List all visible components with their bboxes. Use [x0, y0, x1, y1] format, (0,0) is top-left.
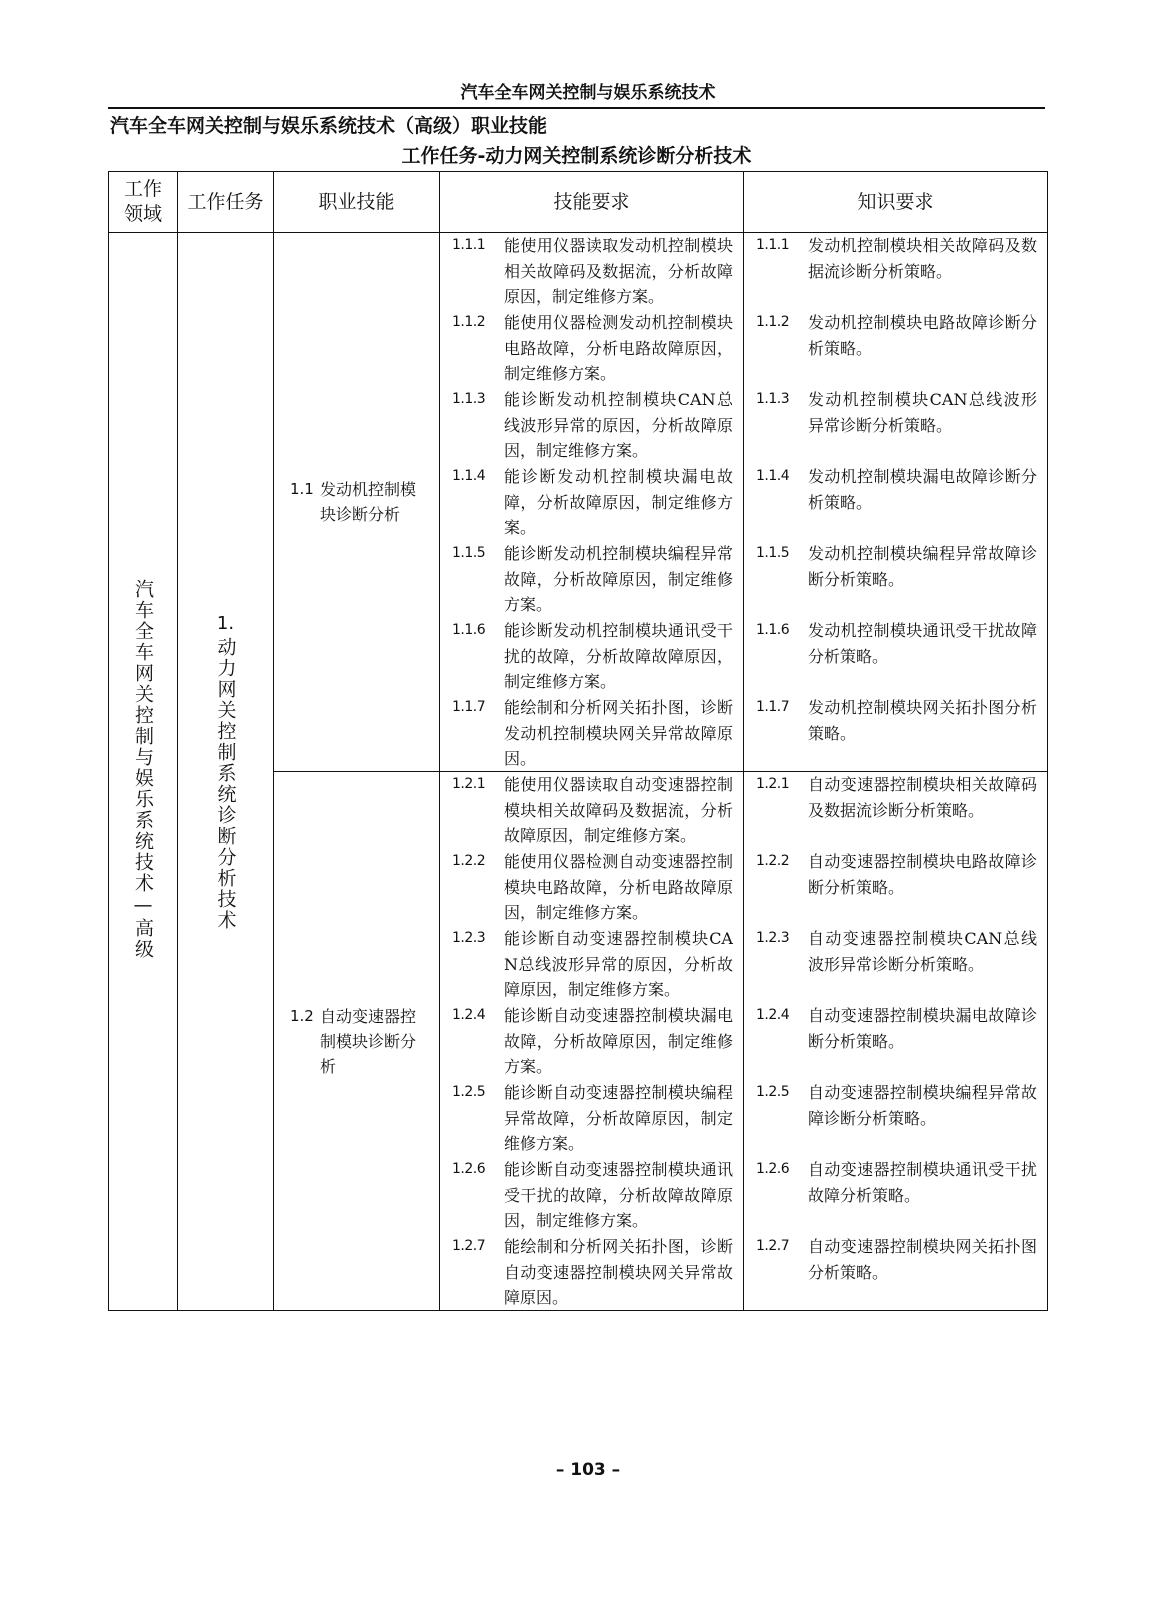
req-text: 自动变速器控制模块相关故障码及数据流诊断分析策略。 — [808, 775, 1037, 820]
document-title: 汽车全车网关控制与娱乐系统技术（高级）职业技能 — [110, 115, 548, 137]
req-text: 自动变速器控制模块电路故障诊断分析策略。 — [808, 852, 1037, 897]
req-text: 发动机控制模块CAN总线波形异常诊断分析策略。 — [808, 390, 1037, 435]
skill-cell-1-2 — [274, 772, 440, 1311]
req-number: 1.2.2 — [452, 853, 486, 869]
req-text: 能使用仪器检测自动变速器控制模块电路故障，分析电路故障原因，制定维修方案。 — [504, 852, 733, 922]
req-number: 1.2.5 — [756, 1084, 790, 1100]
req-text: 能诊断发动机控制模块通讯受干扰的故障，分析故障故障原因，制定维修方案。 — [504, 621, 733, 691]
list-item — [744, 1234, 1047, 1310]
req-text: 发动机控制模块电路故障诊断分析策略。 — [808, 313, 1037, 358]
req-text: 发动机控制模块编程异常故障诊断分析策略。 — [808, 544, 1037, 589]
header-domain — [109, 172, 178, 233]
running-header: 汽车全车网关控制与娱乐系统技术 — [460, 83, 716, 103]
req-number: 1.2.7 — [452, 1238, 486, 1254]
skill-requirements-cell-1-2 — [440, 772, 744, 1311]
req-text: 能诊断发动机控制模块编程异常故障，分析故障原因，制定维修方案。 — [504, 544, 733, 614]
skill-requirements-cell-1-1 — [440, 233, 744, 772]
req-number: 1.1.7 — [756, 699, 790, 715]
req-text: 能诊断自动变速器控制模块通讯受干扰的故障，分析故障故障原因，制定维修方案。 — [504, 1160, 733, 1230]
skill-cell-1-1 — [274, 233, 440, 772]
req-number: 1.2.6 — [756, 1161, 790, 1177]
list-item — [744, 1157, 1047, 1234]
list-item — [440, 849, 743, 926]
req-text: 能绘制和分析网关拓扑图，诊断发动机控制模块网关异常故障原因。 — [504, 698, 733, 768]
list-item — [440, 1157, 743, 1234]
req-number: 1.2.4 — [756, 1007, 790, 1023]
req-number: 1.1.2 — [452, 314, 486, 330]
list-item — [744, 387, 1047, 464]
list-item — [440, 695, 743, 771]
task-cell — [178, 233, 274, 1311]
list-item — [744, 1003, 1047, 1080]
list-item — [440, 464, 743, 541]
req-text: 能诊断发动机控制模块漏电故障，分析故障原因，制定维修方案。 — [504, 467, 733, 537]
req-text: 自动变速器控制模块网关拓扑图分析策略。 — [808, 1237, 1037, 1282]
req-number: 1.2.7 — [756, 1238, 790, 1254]
skill-name: 自动变速器控制模块诊断分析 — [320, 1006, 417, 1076]
req-number: 1.1.7 — [452, 699, 486, 715]
req-number: 1.1.3 — [756, 391, 790, 407]
list-item — [440, 541, 743, 618]
req-number: 1.1.4 — [452, 468, 486, 484]
header-knowledge-requirements: 知识要求 — [744, 172, 1048, 233]
req-number: 1.1.5 — [452, 545, 486, 561]
list-item — [440, 1080, 743, 1157]
req-text: 自动变速器控制模块漏电故障诊断分析策略。 — [808, 1006, 1037, 1051]
domain-text: 汽车全车网关控制与娱乐系统技术—高级 — [132, 579, 154, 960]
req-number: 1.1.2 — [756, 314, 790, 330]
task-text: 动力网关控制系统诊断分析技术 — [214, 636, 237, 931]
req-text: 自动变速器控制模块通讯受干扰故障分析策略。 — [808, 1160, 1037, 1205]
header-domain-label: 工作领域 — [123, 178, 162, 225]
skills-table — [108, 171, 1048, 1311]
header-rule — [108, 107, 1045, 109]
req-text: 能使用仪器检测发动机控制模块电路故障，分析电路故障原因，制定维修方案。 — [504, 313, 733, 383]
list-item — [744, 849, 1047, 926]
req-text: 自动变速器控制模块编程异常故障诊断分析策略。 — [808, 1083, 1037, 1128]
header-skill: 职业技能 — [274, 172, 440, 233]
list-item — [440, 926, 743, 1003]
task-title: 工作任务-动力网关控制系统诊断分析技术 — [401, 145, 752, 167]
req-number: 1.1.5 — [756, 545, 790, 561]
list-item — [440, 233, 743, 310]
req-text: 发动机控制模块相关故障码及数据流诊断分析策略。 — [808, 236, 1037, 281]
req-number: 1.2.1 — [452, 776, 486, 792]
list-item — [744, 695, 1047, 771]
req-text: 能诊断自动变速器控制模块编程异常故障，分析故障原因，制定维修方案。 — [504, 1083, 733, 1153]
req-number: 1.1.1 — [756, 237, 790, 253]
req-number: 1.2.3 — [452, 930, 486, 946]
req-text: 发动机控制模块漏电故障诊断分析策略。 — [808, 467, 1037, 512]
list-item — [744, 233, 1047, 310]
list-item — [744, 464, 1047, 541]
list-item — [440, 1003, 743, 1080]
list-item — [744, 772, 1047, 849]
req-number: 1.2.5 — [452, 1084, 486, 1100]
req-number: 1.2.1 — [756, 776, 790, 792]
knowledge-requirements-cell-1-1 — [744, 233, 1048, 772]
page-number: – 103 – — [555, 1460, 621, 1480]
req-number: 1.1.6 — [452, 622, 486, 638]
req-text: 自动变速器控制模块CAN总线波形异常诊断分析策略。 — [808, 929, 1037, 974]
req-number: 1.1.1 — [452, 237, 486, 253]
req-text: 能诊断自动变速器控制模块CA N总线波形异常的原因，分析故障原因，制定维修方案。 — [504, 929, 733, 999]
req-number: 1.1.6 — [756, 622, 790, 638]
req-number: 1.1.4 — [756, 468, 790, 484]
list-item — [744, 310, 1047, 387]
req-text: 能使用仪器读取自动变速器控制模块相关故障码及数据流，分析故障原因，制定维修方案。 — [504, 775, 733, 845]
skill-number: 1.2 — [290, 1006, 314, 1025]
table-row-skill-1-1 — [109, 233, 1048, 772]
list-item — [440, 618, 743, 695]
table-header-row — [109, 172, 1048, 233]
list-item — [744, 618, 1047, 695]
domain-cell — [109, 233, 178, 1311]
req-number: 1.2.4 — [452, 1007, 486, 1023]
req-text: 能绘制和分析网关拓扑图，诊断自动变速器控制模块网关异常故障原因。 — [504, 1237, 733, 1307]
list-item — [440, 1234, 743, 1310]
req-number: 1.2.6 — [452, 1161, 486, 1177]
req-text: 能诊断发动机控制模块CAN总线波形异常的原因，分析故障原因，制定维修方案。 — [504, 390, 733, 460]
header-task: 工作任务 — [178, 172, 274, 233]
skill-name: 发动机控制模块诊断分析 — [320, 480, 417, 524]
knowledge-requirements-cell-1-2 — [744, 772, 1048, 1311]
skill-number: 1.1 — [290, 480, 314, 498]
req-text: 能诊断自动变速器控制模块漏电故障，分析故障原因，制定维修方案。 — [504, 1006, 733, 1076]
list-item — [744, 926, 1047, 1003]
req-number: 1.1.3 — [452, 391, 486, 407]
req-number: 1.2.2 — [756, 853, 790, 869]
task-number: 1. — [216, 612, 235, 634]
req-text: 能使用仪器读取发动机控制模块相关故障码及数据流，分析故障原因，制定维修方案。 — [504, 236, 733, 306]
req-text: 发动机控制模块通讯受干扰故障分析策略。 — [808, 621, 1037, 666]
list-item — [440, 310, 743, 387]
req-text: 发动机控制模块网关拓扑图分析策略。 — [808, 698, 1037, 743]
list-item — [744, 541, 1047, 618]
list-item — [440, 387, 743, 464]
list-item — [440, 772, 743, 849]
list-item — [744, 1080, 1047, 1157]
req-number: 1.2.3 — [756, 930, 790, 946]
header-skill-requirements: 技能要求 — [440, 172, 744, 233]
